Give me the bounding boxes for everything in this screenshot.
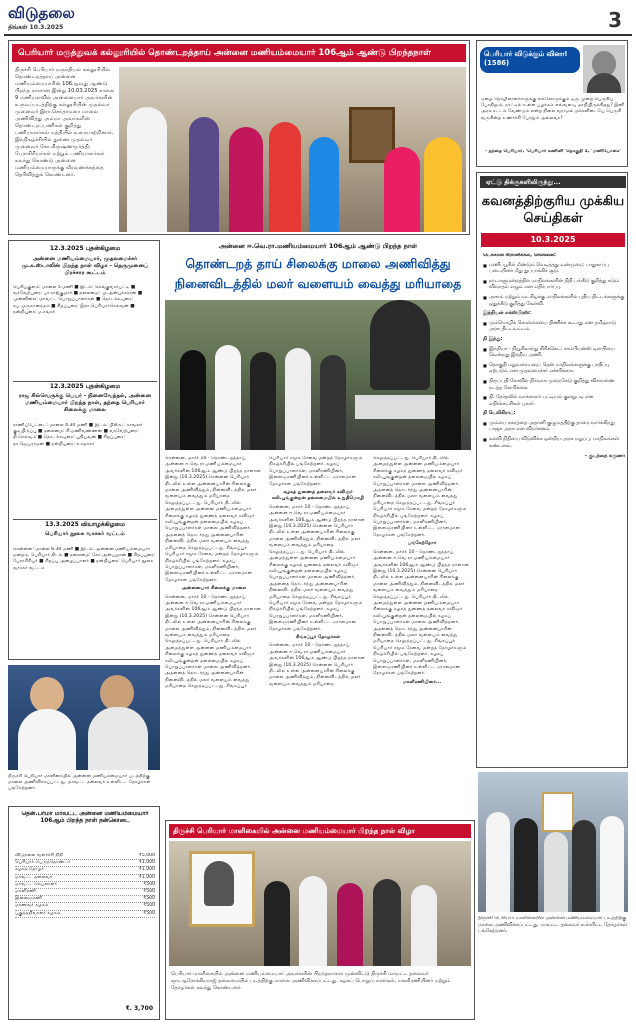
newspaper-name: விடுதலை <box>8 4 75 22</box>
bottom-title: திருச்சி பெரியார் மாளிகையில் அன்னை மணியம்மையார் பிறந்த நாள் விழா <box>169 824 471 838</box>
news-item: ■ தி. தேர்தலில் வாக்காளர் பட்டியல் குளறுபடி என எதிர்க்கட்சிகள் புகார். <box>489 395 625 408</box>
periyar-portrait <box>583 45 625 93</box>
news-item: ■ மணிப்பூரில் மீண்டும் வெடித்தது வன்முறை; பாதுகாப்பு படையினர் மீது துப்பாக்கிச் சூடு. <box>489 263 625 276</box>
news-item: ■ அசாம் மற்றும் வடகிழக்கு மாநிலங்களில் புதிய திட்டங்களுக்கு ஒதுக்கீடு குறித்து கேள்வி. <box>489 295 625 308</box>
lead-body: திருச்சி பெரியார் மருந்தியல் கல்லூரியில் தொண்டறத்தாய் அன்னை மணியம்மையாரின் 106ஆவது ஆண்டு பிறந்த நாளான இன்று 10.03.2025 காலை 9 மணியளவில் அன்னையார் அவர்களின் உருவப்படத்திற்கு கல்லூரியின் முதல்வர் முனைவர் இரா.செந்தாமரை மாலை அணிவித்து அம்மா அவர்களின் தொண்டறப்பணிகள் குறித்து பணியாளர்கள் மத்தியில் உரையாற்றினார். இந்நிகழ்ச்சியில் துணை முதல்வர் முனைவர் கோ.கிருஷ்ணமூர்த்தி, பேராசிரியர்கள் மற்றும் பணியாளர்கள் கலந்து கொண்டு அன்னை மணியம்மையாருக்கு வீரவணக்கத்தை தெரிவித்துக் கொண்டனர். <box>15 67 115 178</box>
issue-date: திங்கள் 10.3.2025 <box>8 24 64 31</box>
news-item: ■ நாடாளுமன்றத்தில் மாநிலங்களின் நிதி பங்கீடு குறித்து கடும் விவாதம் எழும் என எதிர்பார்ப்பு. <box>489 279 625 292</box>
news-section: டெக்கான் கிரானிக்கல், சென்னை: <box>483 253 556 258</box>
bottom-right-caption: திருச்சி பெரியார் மாளிகையில் அன்னை மணியம்மையார் படத்திற்கு மாலை அணிவிக்கப்பட்டது. மாவட்ட தலைவர் உள்ளிட்ட தோழர்கள் பங்கேற்றனர். <box>478 916 627 935</box>
promo-source: - தந்தை பெரியார், 'பெரியார் கணினி' தொகுதி 1, 'மணியோசை' <box>485 149 621 154</box>
news-list <box>483 253 625 763</box>
event-title: பெரியார் நூலக வாசகர் வட்டம் <box>45 531 125 537</box>
event-date: 12.3.2025 புதன்கிழமை <box>13 381 157 391</box>
main-paragraph: சென்னை, மார்ச் 10 - தொண்டறத்தாய் அன்னை ஈ.வெ.ரா.மணியம்மையார் அவர்களின் 106ஆம் ஆண்டு பிறந்த நாளான இன்று (10.3.2025) சென்னை பெரியார் திடலில் உள்ள அன்னையாரின் சிலைக்கு மாலை அணிவித்தும், நினைவிடத்தில் மலர் வளையம் வைத்தும் மரியாதை செலுத்தப்பட்டது. பெரியார் திடலில் அமைந்துள்ள அன்னை மணியம்மையார் சிலைக்கு கழகத் துணைத் தலைவர் கவிஞர் கலி.பூங்குன்றன் தலைமையில் கழகப் பொறுப்பாளர்கள் மாலை அணிவித்தனர். அதனைத் தொடர்ந்து அன்னையாரின் நினைவிடத்தில் மலர் வளையம் வைத்து மரியாதை செலுத்தப்பட்டது. சிங்கப்பூர் பெரியார் சமூக சேவை மன்றத் தோழர்களும் நிகழ்ச்சியில் பங்கேற்றனர். கழகப் பொறுப்பாளர்கள், மகளிரணியினர், இளைஞரணியினர் உள்ளிட்ட ஏராளமான தோழர்கள் பங்கேற்றனர். <box>269 456 467 687</box>
elders-caption: திருச்சி பெரியார் மாளிகையில் அன்னை மணியம்மையார் படத்திற்கு மாலை அணிவிக்கப்பட்டது. மாவட்ட தலைவர் உள்ளிட்ட தோழர்கள் பங்கேற்றனர். <box>8 774 151 792</box>
donation-box <box>8 806 160 1020</box>
donor-name: மாவட்ட செயலாளர் <box>15 881 58 887</box>
page-number: 3 <box>608 8 622 32</box>
news-item: ■ மும்மொழிக் கொள்கையை திணிக்க கூடாது என தமிழ்நாடு அரசு திட்டவட்டம். <box>489 321 625 334</box>
event-title: ராஜ சில்வெருக்கு பெயர் - நினைவேந்தல், அன்னை மணியம்மையார் பிறந்த நாள், தந்தை பெரியார் சிலைக்கு மாலை <box>18 393 152 413</box>
main-body <box>165 456 471 812</box>
donation-list <box>15 853 155 1003</box>
news-label: ஏட்டு திக்குகளிலிருந்து... <box>480 176 626 188</box>
event-date: 13.3.2025 வியாழக்கிழமை <box>13 519 157 529</box>
main-story <box>165 240 471 815</box>
event-date: 12.3.2025 புதன்கிழமை <box>49 245 121 252</box>
elders-photo <box>8 665 160 770</box>
main-subhead: மகளிரணியினர்... <box>402 679 442 685</box>
event-body: சென்னை: மாலை 6.30 மணி ■ இடம்: அன்னை மணியம்மையார் மன்றம், பெரியார் திடல் ■ தலைமை: கோ.அன்பழகன் ■ சிறப்புரை: பேராசிரியர் ■ சிறப்பு அழைப்பாளர் ■ நன்றியுரை: பெரியார் நூலக வாசகர் வட்டம் <box>13 547 156 571</box>
event-title: அன்னை மணியம்மையார், முதலமைச்சர் மு.க.ஸ்டாலின் பிறந்த நாள் விழா - தெருமுனைப் பிரச்சார கூட்டம் <box>21 256 149 276</box>
main-subhead: சிங்கப்பூர் தோழர்கள் <box>295 634 341 640</box>
main-headline-1: தொண்டறத் தாய் சிலைக்கு மாலை அணிவித்து <box>185 256 451 271</box>
promo-box <box>476 40 628 167</box>
lead-title: பெரியார் மருத்துவக் கல்லூரியில் தொண்டறத்தாய் அன்னை மணியம்மையார் 106ஆம் ஆண்டு பிறந்தநாள் <box>12 44 466 62</box>
news-section: தி இந்து: <box>483 336 503 342</box>
main-paragraph: சென்னை, மார்ச் 10 - தொண்டறத்தாய் அன்னை ஈ.வெ.ரா.மணியம்மையார் அவர்களின் 106ஆம் ஆண்டு பிறந்த நாளான இன்று (10.3.2025) சென்னை பெரியார் திடலில் உள்ள அன்னையாரின் சிலைக்கு மாலை அணிவித்தும், நினைவிடத்தில் மலர் வளையம் வைத்தும் மரியாதை செலுத்தப்பட்டது. பெரியார் திடலில் அமைந்துள்ள அன்னை மணியம்மையார் சிலைக்கு கழகத் துணைத் தலைவர் கவிஞர் கலி.பூங்குன்றன் தலைமையில் கழகப் பொறுப்பாளர்கள் மாலை அணிவித்தனர். அதனைத் தொடர்ந்து அன்னையாரின் நினைவிடத்தில் மலர் வளையம் வைத்து மரியாதை செலுத்தப்பட்டது. சிங்கப்பூர் பெரியார் சமூக சேவை மன்றத் தோழர்களும் நிகழ்ச்சியில் பங்கேற்றனர். கழகப் பொறுப்பாளர்கள், மகளிரணியினர், இளைஞரணியினர் உள்ளிட்ட ஏராளமான தோழர்கள் பங்கேற்றனர். <box>373 549 469 677</box>
donor-amount: ₹500 <box>143 881 155 887</box>
main-photo <box>165 300 471 450</box>
promo-body: ஏழை தொழிலாளர்களுக்கு எல்லோருக்கும் ஒரு முறை பெருகிய போதிலும், நாட்டில் உள்ள பழக்கம் எவ்வளவு மாறியிருக்கிறது? இனி அரசு சட்டம் வேண்டும் என்ற நிலை வராமல் மக்களிடையே பெருகி வருகின்ற உணர்ச்சி போதும் அல்லவா? <box>481 97 625 121</box>
donor-amount: ₹1,000 <box>138 860 155 866</box>
donation-row <box>15 911 155 918</box>
donor-amount: ₹500 <box>143 903 155 909</box>
donor-name: பெரியார் பெருந்தொண்டர் <box>15 860 71 866</box>
donation-row <box>15 882 155 889</box>
lead-photo <box>119 67 466 232</box>
donor-amount: ₹500 <box>143 910 155 916</box>
news-item: ■ தொகுதி மறுவரையறை: தென் மாநிலங்களுக்கு பாதிப்பு ஏற்படும் என முதலமைச்சர் எச்சரிக்கை. <box>489 363 625 376</box>
event-body: பெரியகுளம்: மாலை 5 மணி ■ இடம்: கெங்குவார்பட்டி ■ வரவேற்புரை: பா.ராஜ்குமார் ■ தலைமை: மு.அன்புக்கரசன் ■ முன்னிலை: மாவட்ட பொறுப்பாளர்கள் ■ தொடக்கவுரை: சுப.முருகானந்தம் ■ சிறப்புரை: இரா.பெரியார்செல்வன் ■ நன்றியுரை: ம.சங்கர் <box>13 285 143 315</box>
bottom-story <box>165 820 475 1020</box>
main-paragraph: சென்னை, மார்ச் 10 - தொண்டறத்தாய் அன்னை ஈ.வெ.ரா.மணியம்மையார் அவர்களின் 106ஆம் ஆண்டு பிறந்த நாளான இன்று (10.3.2025) சென்னை பெரியார் திடலில் உள்ள அன்னையாரின் சிலைக்கு மாலை அணிவித்தும், நினைவிடத்தில் மலர் வளையம் வைத்தும் மரியாதை செலுத்தப்பட்டது. பெரியார் திடலில் அமைந்துள்ள அன்னை மணியம்மையார் சிலைக்கு கழகத் துணைத் தலைவர் கவிஞர் கலி.பூங்குன்றன் தலைமையில் கழகப் பொறுப்பாளர்கள் மாலை அணிவித்தனர். அதனைத் தொடர்ந்து அன்னையாரின் நினைவிடத்தில் மலர் வளையம் வைத்து மரியாதை செலுத்தப்பட்டது. சிங்கப்பூர் பெரியார் சமூக சேவை மன்றத் தோழர்களும் நிகழ்ச்சியில் பங்கேற்றனர். கழகப் பொறுப்பாளர்கள், மகளிரணியினர், இளைஞரணியினர் உள்ளிட்ட ஏராளமான தோழர்கள் பங்கேற்றனர். <box>165 456 363 690</box>
bottom-body: பெரியார் மாளிகையில் அன்னை மணியம்மையார் அவர்களின் பிறந்தநாளை முன்னிட்டு திருச்சி மாவட்ட தலைவர் ஞா.ஆரோக்கியராஜ் தலைமையில் படத்திற்கு மாலை அணிவிக்கப்பட்டது. கழகப் பொறுப்பாளர்கள், மகளிரணியினர் மற்றும் தோழர்கள் கலந்து கொண்டனர். <box>171 971 451 991</box>
donor-name: விடுதலை வளர்ச்சி நிதி <box>15 853 64 858</box>
donor-name: இளைஞரணி <box>15 896 43 902</box>
donor-name: மாணவர் கழகம் <box>15 903 49 909</box>
donation-title: தென்.பர்மா மாவட்ட அன்னை மணியம்மையார் 106ஆம் பிறந்த நாள் நன்கொடை <box>21 811 149 825</box>
main-headline-2: நினைவிடத்தில் மலர் வளையம் வைத்து மரியாதை <box>174 276 462 291</box>
header-rule <box>4 34 632 36</box>
main-subhead: அன்னையார் சிலைக்கு மாலை <box>181 586 247 592</box>
news-digest <box>476 172 628 768</box>
main-subhead: பங்கேற்றோர் <box>407 541 437 547</box>
news-section: இந்தியன் எக்ஸ்பிரஸ்: <box>483 311 531 317</box>
donation-row <box>15 875 155 882</box>
donor-name: பகுத்தறிவாளர் கழகம் <box>15 910 61 916</box>
news-section: தி டெலிகிராப்: <box>483 411 516 417</box>
bottom-right-photo <box>478 772 628 912</box>
main-subhead: கழகத் துணைத் தலைவர் கவிஞர் கலி.பூங்குன்றன் தலைமையில் உறுதிமொழி <box>271 490 365 502</box>
event-body: ராணிப்பேட்டை: மாலை 4.30 மணி ■ இடம்: பிஸ்கட் காவலர் குடியிருப்பு ■ தலைமை: சி.மணிவண்ணன் ■ வரவேற்புரை: தி.செல்வம் ■ தொடக்கவுரை: புதியவன் ■ சிறப்புரை: தா.ஜெயராமன் ■ நன்றியுரை: க.சுதாகர் <box>13 423 143 447</box>
main-paragraph: சென்னை, மார்ச் 10 - தொண்டறத்தாய் அன்னை ஈ.வெ.ரா.மணியம்மையார் அவர்களின் 106ஆம் ஆண்டு பிறந்த நாளான இன்று (10.3.2025) சென்னை பெரியார் திடலில் உள்ள அன்னையாரின் சிலைக்கு மாலை அணிவித்தும், நினைவிடத்தில் மலர் வளையம் வைத்தும் மரியாதை செலுத்தப்பட்டது. பெரியார் திடலில் அமைந்துள்ள அன்னை மணியம்மையார் சிலைக்கு கழகத் துணைத் தலைவர் கவிஞர் கலி.பூங்குன்றன் தலைமையில் கழகப் பொறுப்பாளர்கள் மாலை அணிவித்தனர். அதனைத் தொடர்ந்து அன்னையாரின் நினைவிடத்தில் மலர் வளையம் வைத்து மரியாதை செலுத்தப்பட்டது. சிங்கப்பூர் பெரியார் சமூக சேவை மன்றத் தோழர்களும் நிகழ்ச்சியில் பங்கேற்றனர். கழகப் பொறுப்பாளர்கள், மகளிரணியினர், இளைஞரணியினர் உள்ளிட்ட ஏராளமான தோழர்கள் பங்கேற்றனர். <box>269 504 365 632</box>
news-item: ■ திருப்பதி கோவில் நிர்வாக முறைகேடு குறித்து விசாரணை நடத்த கோரிக்கை. <box>489 379 625 392</box>
news-item: ■ இந்தியா - நியூசிலாந்து கிரிக்கெட்; சாம்பியன்ஸ் டிராபியை வென்றது இந்திய அணி. <box>489 347 625 360</box>
donor-amount: ₹500 <box>143 889 155 895</box>
main-kicker: அன்னை ஈ.வெ.ரா.மணியம்மையார் 106ஆம் ஆண்டு பிறந்த நாள் <box>218 242 418 250</box>
bottom-photo <box>169 841 471 966</box>
promo-title: பெரியார் விடுக்கும் வினா! (1586) <box>480 47 580 73</box>
events-column <box>8 240 160 660</box>
lead-story <box>8 40 470 235</box>
donor-amount: ₹500 <box>143 896 155 902</box>
news-item: ■ மும்பை நகரத்தை அதானி குழுமத்திற்கு தாரை வார்க்கிறது பாஜக அரசு என விமர்சனம். <box>489 421 625 434</box>
news-credit: - குடந்தை கருணா <box>584 454 625 460</box>
donor-name: கழகத் தோழர் <box>15 867 44 873</box>
donor-amount: ₹1,000 <box>138 867 155 873</box>
donor-name: மாவட்ட தலைவர் <box>15 874 53 880</box>
news-item: ■ கல்வி நிதியை விடுவிக்க ஒன்றிய அரசு மறுப்பு; மாநிலங்கள் கண்டனம். <box>489 437 625 450</box>
donation-total: ₹. 3,700 <box>125 1005 153 1012</box>
main-paragraph: சென்னை, மார்ச் 10 - தொண்டறத்தாய் அன்னை ஈ.வெ.ரா.மணியம்மையார் அவர்களின் 106ஆம் ஆண்டு பிறந்த நாளான இன்று (10.3.2025) சென்னை பெரியார் திடலில் உள்ள அன்னையாரின் சிலைக்கு மாலை அணிவித்தும், நினைவிடத்தில் மலர் வளையம் வைத்தும் மரியாதை செலுத்தப்பட்டது. பெரியார் திடலில் அமைந்துள்ள அன்னை மணியம்மையார் சிலைக்கு கழகத் துணைத் தலைவர் கவிஞர் கலி.பூங்குன்றன் தலைமையில் கழகப் பொறுப்பாளர்கள் மாலை அணிவித்தனர். அதனைத் தொடர்ந்து அன்னையாரின் நினைவிடத்தில் மலர் வளையம் வைத்து மரியாதை செலுத்தப்பட்டது. சிங்கப்பூர் பெரியார் சமூக சேவை மன்றத் தோழர்களும் நிகழ்ச்சியில் பங்கேற்றனர். கழகப் பொறுப்பாளர்கள், மகளிரணியினர், இளைஞரணியினர் உள்ளிட்ட ஏராளமான தோழர்கள் பங்கேற்றனர். <box>165 456 261 583</box>
news-date: 10.3.2025 <box>481 233 625 247</box>
donation-row <box>15 867 155 874</box>
donor-name: மகளிரணி <box>15 889 36 895</box>
donation-row <box>15 903 155 910</box>
donor-amount: ₹1,000 <box>138 874 155 880</box>
donor-amount: ₹5,000 <box>138 853 155 858</box>
news-title: கவனத்திற்குரிய முக்கிய செய்திகள் <box>481 194 625 226</box>
donation-row <box>15 896 155 903</box>
